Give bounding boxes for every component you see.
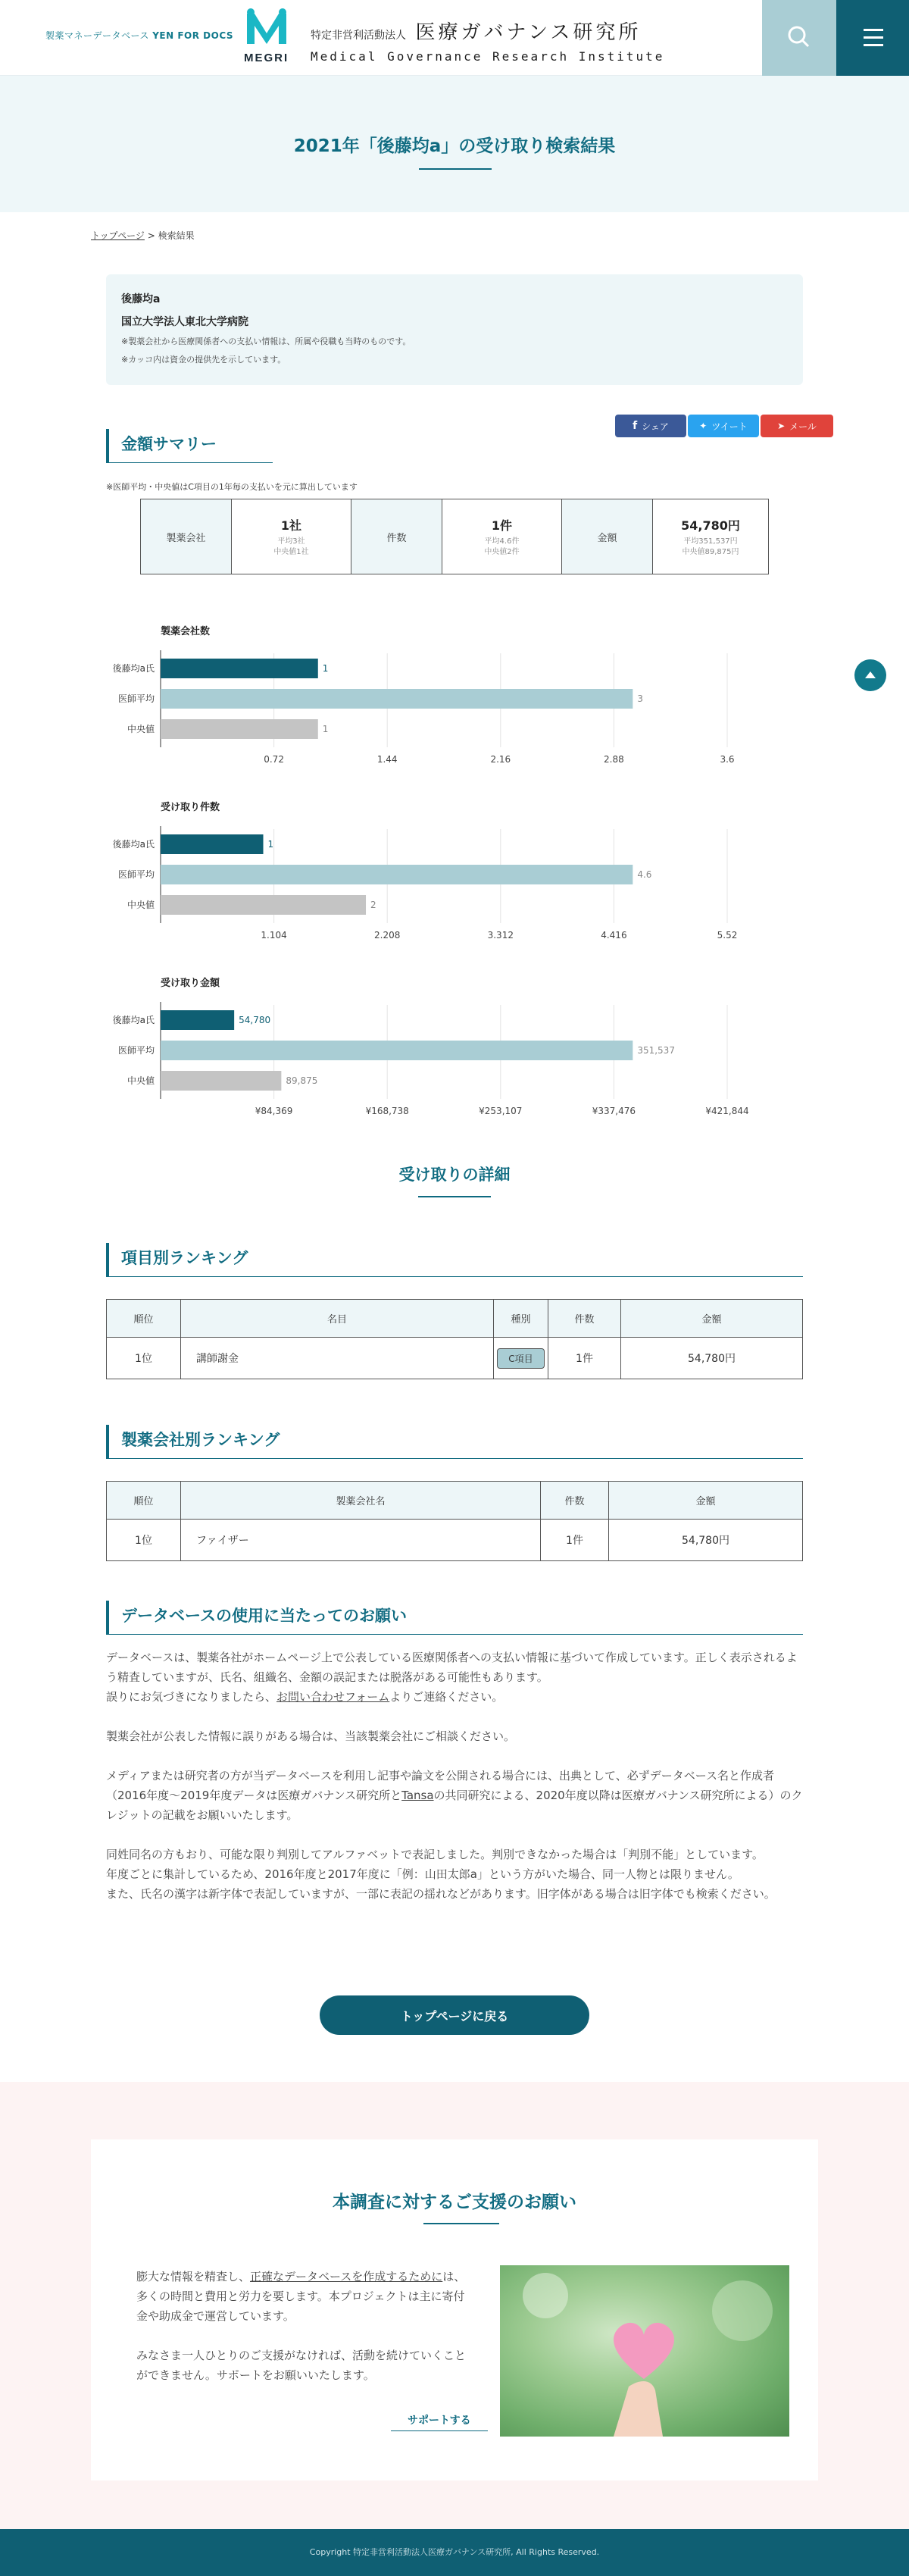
- tick-label: ¥168,738: [365, 1106, 409, 1116]
- tick-label: ¥421,844: [705, 1106, 749, 1116]
- facebook-share-label: シェア: [642, 421, 669, 432]
- notice-p1: データベースは、製薬各社がホームページ上で公表している医療関係者への支払い情報に基づいて作成しています。正しく表示されるよう精査していますが、氏名、組織名、金額の誤記または脱落がある可能性もあります。: [106, 1651, 798, 1684]
- support-text: [136, 2267, 470, 2385]
- amount-total: 54,780円: [681, 518, 740, 533]
- data-label: 4.6: [637, 869, 652, 880]
- chart-payments: [91, 799, 773, 943]
- table-header-row: [107, 1300, 803, 1338]
- payments-count: 1件: [491, 518, 513, 533]
- bar: [161, 834, 264, 854]
- category-label: 後藤均a氏: [112, 1015, 155, 1025]
- site-footer: Copyright 特定非営利活動法人医療ガバナンス研究所, All Rights Reserved.: [0, 2529, 909, 2576]
- support-underline: [423, 2223, 499, 2224]
- chart-svg: [91, 814, 773, 943]
- hamburger-icon: [836, 0, 909, 76]
- col-rank: 順位: [107, 1300, 181, 1338]
- support-p1-post: は、多くの時間と費用と労力を要します。本プロジェクトは主に寄付金や助成金で運営しています。: [136, 2270, 466, 2323]
- breadcrumb-separator: >: [147, 230, 155, 241]
- back-to-top-page-button[interactable]: トップページに戻る: [320, 1995, 589, 2035]
- tick-label: 3.6: [720, 754, 735, 765]
- chart-title: 受け取り件数: [161, 802, 220, 813]
- mail-share-label: メール: [789, 421, 817, 432]
- page-title: 2021年「後藤均a」の受け取り検索結果: [293, 136, 616, 156]
- summary-label-count: 件数: [351, 499, 442, 574]
- summary-table: [140, 499, 769, 574]
- summary-value-companies: [232, 499, 351, 574]
- category-label: 中央値: [127, 1075, 155, 1086]
- support-p1-pre: 膨大な情報を精査し、: [136, 2270, 251, 2283]
- type-badge: C項目: [497, 1348, 544, 1369]
- db-notice-text: [106, 1648, 803, 1923]
- payments-median: 中央値2件: [484, 547, 520, 556]
- chart-title: 受け取り金額: [161, 978, 220, 989]
- org-name-en: Medical Governance Research Institute: [311, 49, 665, 64]
- amount-median: 中央値89,875円: [682, 547, 739, 556]
- tick-label: 4.416: [601, 930, 627, 941]
- tick-label: ¥84,369: [255, 1106, 293, 1116]
- search-button[interactable]: [762, 0, 836, 76]
- arrow-up-icon: [854, 659, 886, 691]
- cell-count: 1件: [541, 1520, 609, 1561]
- summary-note: ※医師平均・中央値はC項目の1年毎の支払いを元に算出しています: [106, 482, 358, 492]
- data-label: 351,537: [637, 1045, 675, 1056]
- details-heading: 受け取りの詳細: [398, 1166, 511, 1184]
- tick-label: 5.52: [717, 930, 738, 941]
- notice-p1b-post: よりご連絡ください。: [389, 1690, 504, 1704]
- subtitle-prefix: 製薬マネーデータベース: [45, 30, 149, 41]
- tick-label: ¥253,107: [479, 1106, 523, 1116]
- bar: [161, 689, 633, 709]
- send-icon: ➤: [777, 421, 786, 431]
- cell-amount: 54,780円: [609, 1520, 803, 1561]
- col-rank: 順位: [107, 1482, 181, 1520]
- chart-amount: [91, 975, 773, 1119]
- bar: [161, 1010, 234, 1030]
- data-label: 1: [322, 724, 329, 734]
- table-header-row: [107, 1482, 803, 1520]
- tick-label: 2.208: [374, 930, 401, 941]
- info-note-2: ※カッコ内は資金の提供先を示しています。: [121, 355, 286, 365]
- category-label: 中央値: [127, 724, 155, 734]
- tick-label: 1.44: [376, 754, 398, 765]
- companies-average: 平均3社: [277, 537, 305, 546]
- data-label: 1: [322, 663, 329, 674]
- bar: [161, 719, 318, 739]
- db-notice-heading: データベースの使用に当たってのお願い: [106, 1601, 803, 1635]
- category-label: 医師平均: [117, 1045, 155, 1056]
- data-label: 89,875: [286, 1075, 318, 1086]
- logo-text: MEGRI: [244, 52, 289, 64]
- back-to-top-button[interactable]: [854, 659, 886, 691]
- breadcrumb-home-link[interactable]: トップページ: [91, 230, 145, 241]
- tick-label: ¥337,476: [592, 1106, 636, 1116]
- hero-banner: [0, 76, 909, 212]
- notice-p1b-pre: 誤りにお気づきになりましたら、: [106, 1690, 277, 1704]
- summary-heading: 金額サマリー: [106, 429, 273, 463]
- doctor-hospital: 国立大学法人東北大学病院: [121, 316, 248, 328]
- notice-p4a: 同姓同名の方もおり、可能な限り判別してアルファベットで表記しました。判別できなかった場合は「判別不能」としています。: [106, 1848, 764, 1861]
- search-icon: [762, 0, 836, 76]
- table-row: [107, 1338, 803, 1379]
- megri-logo[interactable]: [244, 8, 289, 68]
- companies-median: 中央値1社: [273, 547, 309, 556]
- twitter-share-button[interactable]: [688, 415, 759, 437]
- chart-svg: [91, 638, 773, 767]
- cell-rank: 1位: [107, 1520, 181, 1561]
- facebook-share-button[interactable]: [615, 415, 686, 437]
- org-type: 特定非営利活動法人: [311, 30, 406, 42]
- col-amount: 金額: [609, 1482, 803, 1520]
- category-label: 後藤均a氏: [112, 663, 155, 674]
- org-name: 医療ガバナンス研究所: [415, 21, 642, 44]
- category-label: 中央値: [127, 900, 155, 910]
- item-ranking-heading: 項目別ランキング: [106, 1243, 803, 1277]
- details-underline: [418, 1196, 491, 1197]
- notice-p3-pre: メディアまたは研究者の方が当データベースを利用し記事や論文を公開される場合には、出典として、必ずデータベース名と作成者（2016年度〜2019年度データは医療ガバナンス研究所と: [106, 1769, 775, 1802]
- support-link[interactable]: サポートする: [391, 2412, 488, 2431]
- notice-p3-post: の共同研究による、2020年度以降は医療ガバナンス研究所による）のクレジットの記載をお願いいたします。: [106, 1789, 803, 1822]
- bar: [161, 895, 366, 915]
- tick-label: 0.72: [264, 754, 284, 765]
- col-count: 件数: [541, 1482, 609, 1520]
- doctor-info-box: [106, 274, 803, 385]
- support-p2: みなさま一人ひとりのご支援がなければ、活動を続けていくことができません。サポートをお願いいたします。: [136, 2349, 467, 2382]
- menu-button[interactable]: [836, 0, 909, 76]
- cell-type: [494, 1338, 548, 1379]
- cell-rank: 1位: [107, 1338, 181, 1379]
- twitter-share-label: ツイート: [711, 421, 748, 432]
- breadcrumb-current: 検索結果: [158, 230, 195, 241]
- bar: [161, 659, 318, 678]
- category-label: 医師平均: [117, 693, 155, 704]
- tick-label: 2.88: [604, 754, 624, 765]
- companies-count: 1社: [280, 518, 302, 533]
- support-p1-emphasis: 正確なデータベースを作成するために: [250, 2270, 443, 2283]
- subtitle-brand: YEN FOR DOCS: [152, 30, 233, 41]
- contact-form-link[interactable]: お問い合わせフォーム: [276, 1690, 390, 1704]
- data-label: 54,780: [239, 1015, 271, 1025]
- info-note-1: ※製薬会社から医療関係者への支払い情報は、所属や役職も当時のものです。: [121, 336, 411, 346]
- breadcrumb: [91, 229, 195, 242]
- heart-icon: [500, 2265, 789, 2437]
- summary-value-count: [442, 499, 562, 574]
- payments-average: 平均4.6件: [484, 537, 520, 546]
- company-ranking-heading: 製薬会社別ランキング: [106, 1425, 803, 1459]
- notice-p4b: 年度ごとに集計しているため、2016年度と2017年度に「例：山田太郎a」という方がいた場合、同一人物とは限りません。: [106, 1867, 739, 1881]
- notice-p4c: また、氏名の漢字は新字体で表記していますが、一部に表記の揺れなどがあります。旧字体がある場合は旧字体でも検索ください。: [106, 1887, 776, 1901]
- col-amount: 金額: [621, 1300, 803, 1338]
- support-heading: 本調査に対するご支援のお願い: [333, 2193, 576, 2212]
- cell-item: 講師謝金: [181, 1338, 494, 1379]
- cell-amount: 54,780円: [621, 1338, 803, 1379]
- tansa-link[interactable]: Tansa: [401, 1789, 434, 1802]
- support-card: [91, 2139, 818, 2481]
- category-label: 医師平均: [117, 869, 155, 880]
- logo-icon: [244, 8, 289, 50]
- table-row: [107, 1520, 803, 1561]
- summary-value-amount: [653, 499, 768, 574]
- col-type: 種別: [494, 1300, 548, 1338]
- category-label: 後藤均a氏: [112, 839, 155, 850]
- notice-paragraph: [106, 1648, 803, 1707]
- col-item: 名目: [181, 1300, 494, 1338]
- summary-label-companies: 製薬会社: [141, 499, 232, 574]
- notice-paragraph: [106, 1845, 803, 1904]
- data-label: 2: [370, 900, 376, 910]
- item-ranking-table: [106, 1299, 803, 1379]
- amount-average: 平均351,537円: [683, 537, 738, 546]
- company-ranking-table: [106, 1481, 803, 1561]
- chart-companies: [91, 623, 773, 767]
- heart-hand-photo: [500, 2265, 789, 2437]
- bar: [161, 865, 633, 884]
- col-company: 製薬会社名: [181, 1482, 541, 1520]
- bar: [161, 1071, 281, 1091]
- cell-count: 1件: [548, 1338, 621, 1379]
- twitter-icon: ✦: [699, 421, 708, 431]
- support-section: [0, 2082, 909, 2529]
- col-count: 件数: [548, 1300, 621, 1338]
- summary-label-amount: 金額: [562, 499, 653, 574]
- notice-p2: 製薬会社が公表した情報に誤りがある場合は、当該製薬会社にご相談ください。: [106, 1729, 516, 1743]
- mail-share-button[interactable]: [761, 415, 833, 437]
- chart-svg: [91, 990, 773, 1119]
- data-label: 1: [267, 839, 274, 850]
- tick-label: 1.104: [261, 930, 287, 941]
- tick-label: 2.16: [490, 754, 511, 765]
- facebook-icon: f: [633, 420, 638, 432]
- title-underline: [419, 168, 492, 170]
- bar: [161, 1041, 633, 1060]
- chart-title: 製薬会社数: [161, 626, 211, 637]
- site-subtitle[interactable]: [45, 29, 233, 42]
- tick-label: 3.312: [487, 930, 514, 941]
- notice-paragraph: [106, 1766, 803, 1825]
- site-header: [0, 0, 909, 76]
- org-title[interactable]: [311, 17, 664, 64]
- data-label: 3: [637, 693, 643, 704]
- doctor-name: 後藤均a: [121, 293, 161, 305]
- cell-company: ファイザー: [181, 1520, 541, 1561]
